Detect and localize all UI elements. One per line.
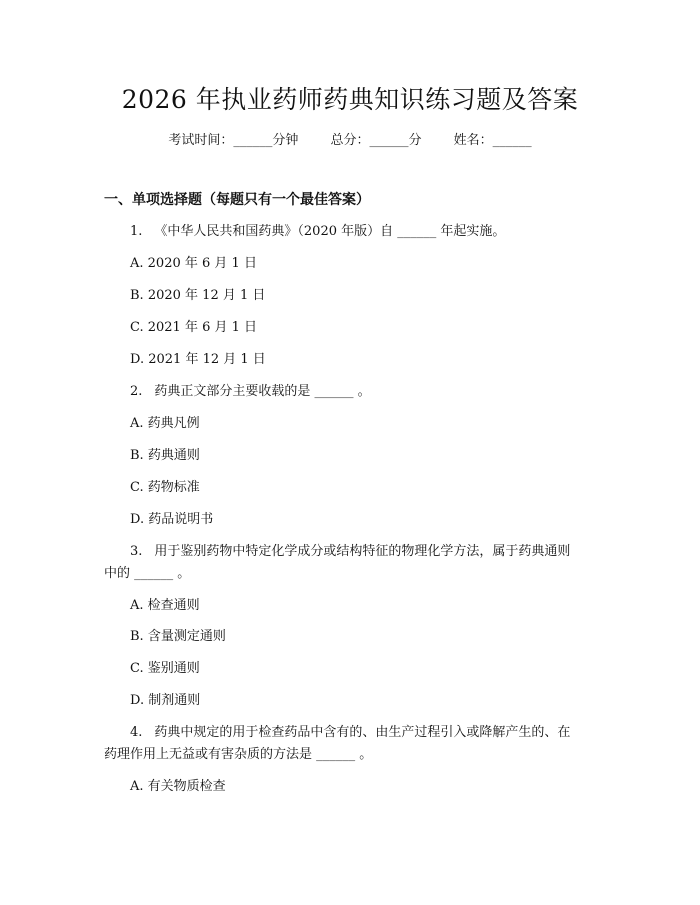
section-heading: 一、单项选择题（每题只有一个最佳答案） [104, 192, 370, 208]
question-3-continuation: 中的 ______ 。 [104, 566, 191, 581]
question-2-option-a: A. 药典凡例 [130, 416, 200, 431]
question-3-option-c: C. 鉴别通则 [130, 661, 200, 676]
question-4-option-a: A. 有关物质检查 [130, 779, 226, 794]
question-number: 3. [130, 544, 143, 559]
question-3-option-b: B. 含量测定通则 [130, 629, 226, 644]
question-1-option-d: D. 2021 年 12 月 1 日 [130, 352, 266, 367]
question-1-option-c: C. 2021 年 6 月 1 日 [130, 320, 258, 335]
exam-time-field: 考试时间：______分钟 [168, 133, 299, 148]
question-2-option-b: B. 药典通则 [130, 448, 200, 463]
question-text: 药典正文部分主要收载的是 ______ 。 [154, 384, 371, 399]
exam-meta-row [0, 131, 700, 151]
question-1-option-b: B. 2020 年 12 月 1 日 [130, 288, 266, 303]
question-2 [130, 382, 371, 402]
question-text: 《中华人民共和国药典》（2020 年版）自 ______ 年起实施。 [154, 224, 506, 239]
question-number: 1. [130, 224, 143, 239]
question-number: 4. [130, 725, 143, 740]
question-2-option-c: C. 药物标准 [130, 480, 200, 495]
question-3 [130, 542, 570, 562]
question-4-continuation: 药理作用上无益或有害杂质的方法是 ______ 。 [104, 747, 373, 762]
question-3-option-a: A. 检查通则 [130, 598, 200, 613]
question-3-option-d: D. 制剂通则 [130, 693, 201, 708]
question-2-option-d: D. 药品说明书 [130, 512, 214, 527]
question-text: 药典中规定的用于检查药品中含有的、由生产过程引入或降解产生的、在 [154, 725, 571, 740]
question-text: 用于鉴别药物中特定化学成分或结构特征的物理化学方法，属于药典通则 [154, 544, 571, 559]
question-number: 2. [130, 384, 143, 399]
question-1 [130, 222, 505, 242]
document-title: 2026 年执业药师药典知识练习题及答案 [121, 85, 579, 114]
name-field: 姓名：______ [453, 133, 532, 148]
question-1-option-a: A. 2020 年 6 月 1 日 [130, 256, 257, 271]
question-4 [130, 723, 570, 743]
total-score-field: 总分：______分 [330, 133, 422, 148]
